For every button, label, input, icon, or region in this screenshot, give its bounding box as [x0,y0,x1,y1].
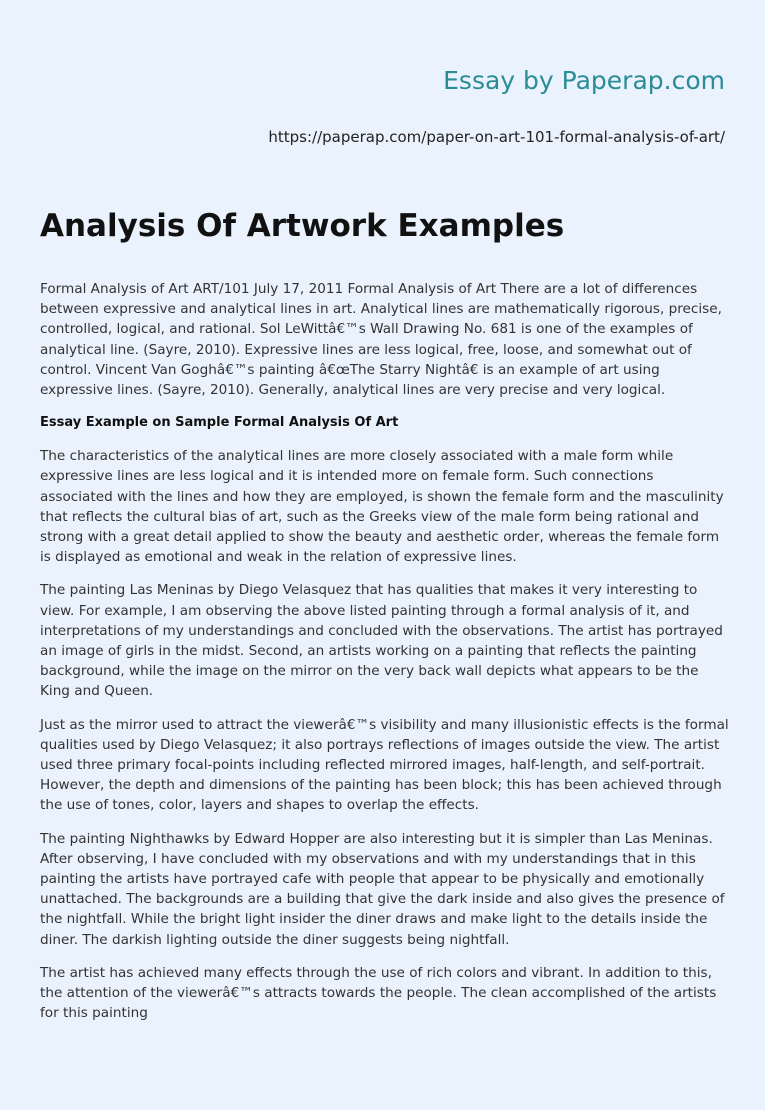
paragraph-intro: Formal Analysis of Art ART/101 July 17, 2011 Formal Analysis of Art There are a lot of differences between expressive and analytical lines in art. Analytical lines are mathematically rigorous, precise, controlled, logical, and rational. Sol LeWittâ€™s Wall Drawing No. 681 is one of the examples of analytical line. (Sayre, 2010). Expressive lines are less logical, free, loose, and somewhat out of control. Vincent Van Goghâ€™s painting â€œThe Starry Nightâ€ is an example of art using expressive lines. (Sayre, 2010). Generally, analytical lines are very precise and very logical. [40,281,722,399]
paragraph-mirror: Just as the mirror used to attract the viewerâ€™s visibility and many illusionistic effects is the formal qualities used by Diego Velasquez; it also portrays reflections of images outside the view. The artist used three primary focal-points including reflected mirrored images, half-length, and self-portrait. However, the depth and dimensions of the painting has been block; this has been achieved through the use of tones, color, layers and shapes to overlap the effects. [40,716,729,814]
paragraph-effects: The artist has achieved many effects through the use of rich colors and vibrant. In addition to this, the attention of the viewerâ€™s attracts towards the people. The clean accomplished of the artists for this painting [40,964,717,1022]
brand-link[interactable]: Essay by Paperap.com [443,66,725,95]
paragraph-characteristics: The characteristics of the analytical lines are more closely associated with a male form while expressive lines are less logical and it is intended more on female form. Such connections associated with the lines and how they are employed, is shown the female form and the masculinity that reflects the cultural bias of art, such as the Greeks view of the male form being rational and strong with a great detail applied to show the beauty and aesthetic order, whereas the female form is displayed as emotional and weak in the relation of expressive lines. [40,448,724,566]
source-url[interactable]: https://paperap.com/paper-on-art-101-formal-analysis-of-art/ [268,128,725,146]
essay-subheading: Essay Example on Sample Formal Analysis Of Art [40,415,399,431]
article-body [40,279,730,1037]
page-title: Analysis Of Artwork Examples [40,208,565,244]
paragraph-nighthawks: The painting Nighthawks by Edward Hopper are also interesting but it is simpler than Las Meninas. After observing, I have concluded with my observations and with my understandings that in this painting the artists have portrayed cafe with people that appear to be physically and emotionally unattached. The backgrounds are a building that give the dark inside and also gives the presence of the nightfall. While the bright light insider the diner draws and make light to the details inside the diner. The darkish lighting outside the diner suggests being nightfall. [40,830,725,948]
paragraph-las-meninas: The painting Las Meninas by Diego Velasquez that has qualities that makes it very interesting to view. For example, I am observing the above listed painting through a formal analysis of it, and interpretations of my understandings and concluded with the observations. The artist has portrayed an image of girls in the midst. Second, an artists working on a painting that reflects the painting background, while the image on the mirror on the very back wall depicts what appears to be the King and Queen. [40,582,723,700]
